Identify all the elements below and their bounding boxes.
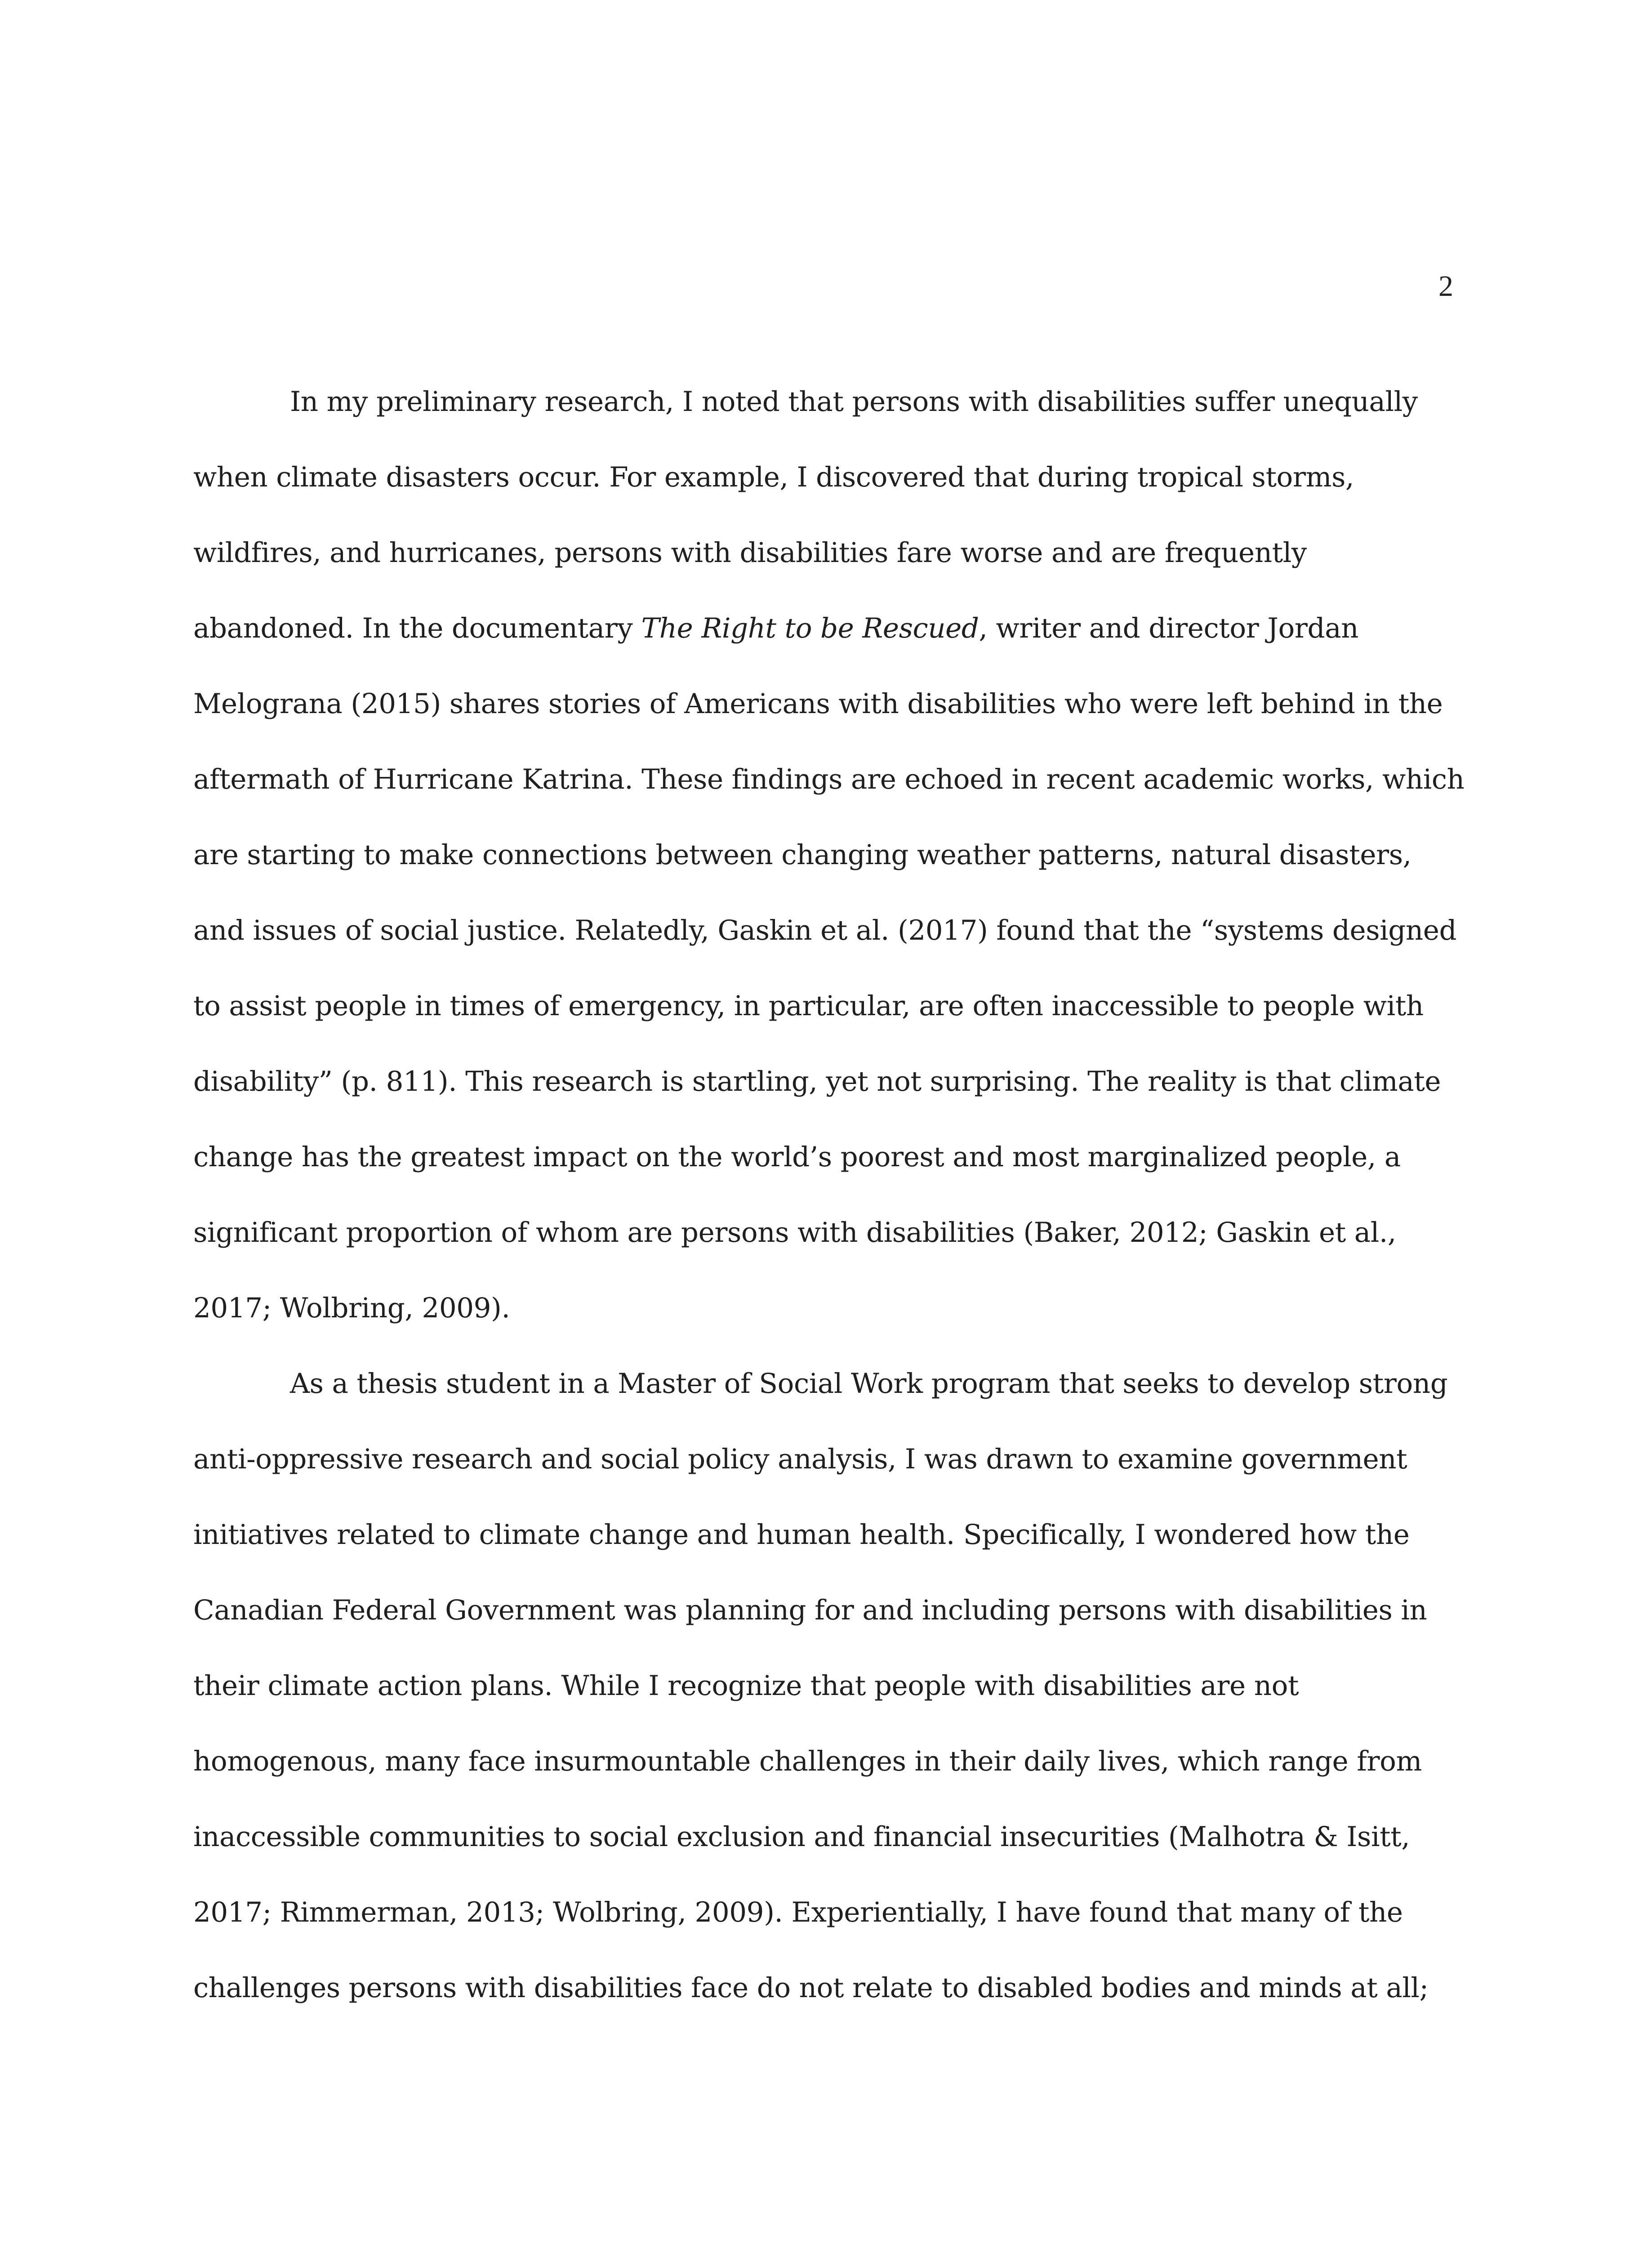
text-line: 2017; Rimmerman, 2013; Wolbring, 2009). Experientially, I have found that many of the [193, 1896, 1403, 1928]
text-segment: , writer and director Jordan [979, 612, 1359, 644]
text-line: are starting to make connections between changing weather patterns, natural disasters, [193, 839, 1412, 871]
text-line: Canadian Federal Government was planning for and including persons with disabilities in [193, 1594, 1427, 1626]
text-line: to assist people in times of emergency, in particular, are often inaccessible to people with [193, 990, 1424, 1022]
text-line: initiatives related to climate change and human health. Specifically, I wondered how the [193, 1519, 1410, 1551]
body-text [193, 364, 1465, 2026]
text-line: challenges persons with disabilities face do not relate to disabled bodies and minds at all; [193, 1972, 1429, 2004]
text-line: disability” (p. 811). This research is startling, yet not surprising. The reality is that climate [193, 1066, 1441, 1097]
text-line: when climate disasters occur. For example, I discovered that during tropical storms, [193, 461, 1354, 493]
text-line: anti-oppressive research and social policy analysis, I was drawn to examine government [193, 1443, 1407, 1475]
text-line: In my preliminary research, I noted that persons with disabilities suffer unequally [290, 386, 1418, 418]
text-line: aftermath of Hurricane Katrina. These findings are echoed in recent academic works, which [193, 763, 1465, 795]
text-line: wildfires, and hurricanes, persons with disabilities fare worse and are frequently [193, 537, 1307, 569]
text-line-with-title [193, 591, 1465, 666]
text-segment: abandoned. In the documentary [193, 612, 641, 644]
paragraph-1 [193, 364, 1465, 1346]
text-line: change has the greatest impact on the world’s poorest and most marginalized people, a [193, 1141, 1401, 1173]
documentary-title: The Right to be Rescued [641, 612, 979, 644]
text-line: their climate action plans. While I recognize that people with disabilities are not [193, 1670, 1299, 1702]
text-line: and issues of social justice. Relatedly, Gaskin et al. (2017) found that the “systems designed [193, 914, 1457, 946]
text-line: 2017; Wolbring, 2009). [193, 1292, 510, 1324]
text-line: Melograna (2015) shares stories of Americans with disabilities who were left behind in the [193, 688, 1443, 720]
text-line: homogenous, many face insurmountable challenges in their daily lives, which range from [193, 1745, 1422, 1777]
text-line: significant proportion of whom are persons with disabilities (Baker, 2012; Gaskin et al., [193, 1217, 1396, 1249]
text-line: As a thesis student in a Master of Social Work program that seeks to develop strong [290, 1368, 1448, 1400]
page-number: 2 [1438, 270, 1453, 303]
text-line: inaccessible communities to social exclusion and financial insecurities (Malhotra & Isitt, [193, 1821, 1410, 1853]
paragraph-2 [193, 1346, 1465, 2026]
